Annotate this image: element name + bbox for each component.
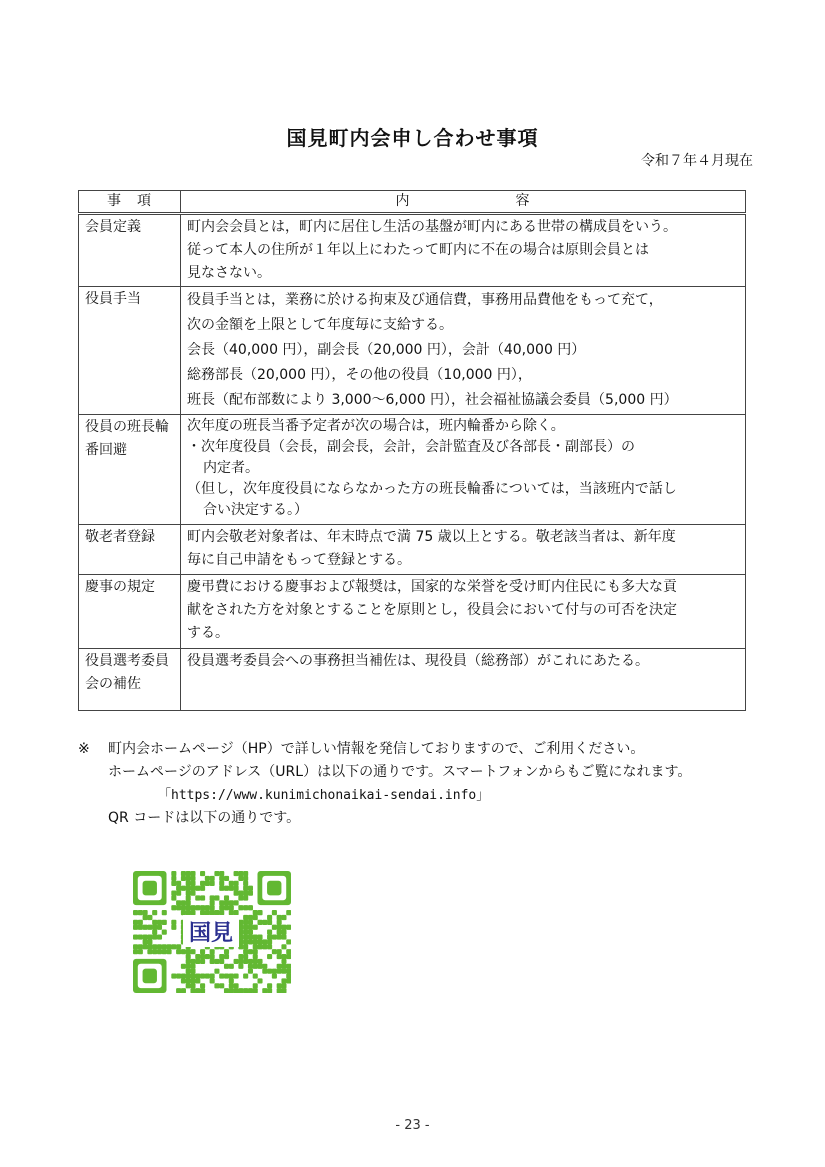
- qr-code-image: [133, 871, 291, 993]
- content-line: 役員選考委員会への事務担当補佐は、現役員（総務部）がこれにあたる。: [187, 653, 649, 669]
- content-line: 総務部長（20,000 円），その他の役員（10,000 円），: [187, 367, 532, 383]
- content-line: ・次年度役員（会長，副会長，会計，会計監査及び各部長・副部長）の: [187, 439, 635, 455]
- as-of-date: 令和７年４月現在: [641, 153, 753, 169]
- table-row: [79, 575, 746, 649]
- rules-table: [78, 190, 746, 711]
- row-content: [181, 575, 746, 649]
- content-line: する。: [187, 625, 229, 641]
- row-label: 敬老者登録: [79, 525, 181, 575]
- table-header-row: [79, 191, 746, 214]
- column-header-content: 内 容: [181, 191, 746, 214]
- notes-section: [78, 738, 778, 830]
- note-line-qr: QR コードは以下の通りです。: [108, 810, 301, 826]
- row-content: [181, 525, 746, 575]
- content-line: 町内会会員とは，町内に居住し生活の基盤が町内にある世帯の構成員をいう。: [187, 219, 677, 235]
- row-label: 会員定義: [79, 214, 181, 287]
- note-mark: ※: [78, 741, 90, 757]
- content-line: 合い決定する。）: [203, 502, 308, 518]
- content-line: 慶弔費における慶事および報奨は，国家的な栄誉を受け町内住民にも多大な貢: [187, 579, 677, 595]
- table-row: [79, 525, 746, 575]
- table-row: [79, 415, 746, 525]
- column-header-item: 事 項: [79, 191, 181, 214]
- row-content: [181, 649, 746, 711]
- page-number: - 23 -: [395, 1118, 430, 1133]
- row-content: [181, 214, 746, 287]
- page-title: 国見町内会申し合わせ事項: [286, 126, 539, 150]
- row-content: [181, 287, 746, 415]
- content-line: 町内会敬老対象者は、年末時点で満 75 歳以上とする。敬老該当者は、新年度: [187, 529, 676, 545]
- content-line: 内定者。: [203, 460, 259, 476]
- content-line: 次の金額を上限として年度毎に支給する。: [187, 317, 453, 333]
- row-label: 慶事の規定: [79, 575, 181, 649]
- row-label: 役員の班長輪番回避: [79, 415, 181, 525]
- row-content: [181, 415, 746, 525]
- content-line: 見なさない。: [187, 265, 271, 281]
- content-line: 献をされた方を対象とすることを原則とし，役員会において付与の可否を決定: [187, 602, 677, 618]
- content-line: 役員手当とは，業務に於ける拘束及び通信費，事務用品費他をもって充て，: [187, 292, 663, 308]
- content-line: （但し，次年度役員にならなかった方の班長輪番については，当該班内で話し: [187, 481, 677, 497]
- table-row: [79, 287, 746, 415]
- table-row: [79, 214, 746, 287]
- row-label: 役員選考委員会の補佐: [79, 649, 181, 711]
- content-line: 毎に自己申請をもって登録とする。: [187, 552, 411, 568]
- qr-overlay-label: 国見: [188, 921, 234, 946]
- content-line: 次年度の班長当番予定者が次の場合は，班内輪番から除く。: [187, 418, 565, 434]
- content-line: 班長（配布部数により 3,000～6,000 円），社会福祉協議会委員（5,000 円）: [187, 392, 678, 408]
- homepage-url-link[interactable]: 「https://www.kunimichonaikai-sendai.info」: [158, 788, 490, 803]
- row-label: 役員手当: [79, 287, 181, 415]
- note-line-hp: 町内会ホームページ（HP）で詳しい情報を発信しておりますので、ご利用ください。: [108, 741, 645, 757]
- table-row: [79, 649, 746, 711]
- note-line-url-intro: ホームページのアドレス（URL）は以下の通りです。スマートフォンからもご覧になれます。: [108, 764, 692, 780]
- content-line: 従って本人の住所が１年以上にわたって町内に不在の場合は原則会員とは: [187, 242, 649, 258]
- content-line: 会長（40,000 円），副会長（20,000 円），会計（40,000 円）: [187, 342, 586, 358]
